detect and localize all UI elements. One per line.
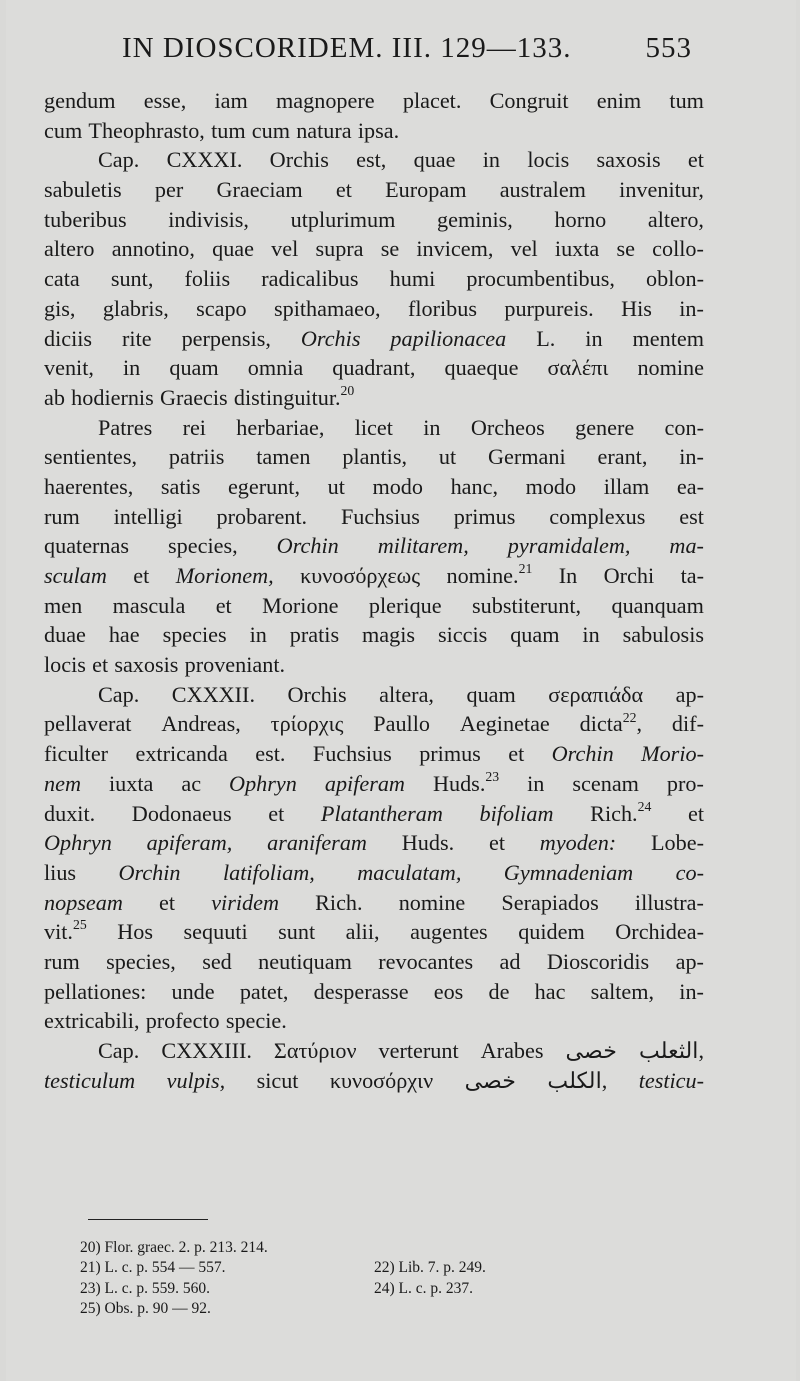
footnote-row (80, 1299, 600, 1319)
word: radicalibus (261, 266, 359, 292)
word: CXXXII. (171, 681, 255, 707)
word: ap- (675, 948, 704, 974)
word: papilionacea (390, 325, 507, 351)
text-line (44, 472, 704, 502)
word: Ophryn (229, 770, 297, 796)
text-line (44, 353, 704, 383)
text-line (44, 442, 704, 472)
word: ta- (680, 563, 704, 588)
text-line (44, 799, 704, 829)
word: hanc, (450, 473, 498, 499)
word: in (527, 770, 545, 796)
word: σαλέπι (547, 355, 609, 381)
word: الثعلب, (638, 1038, 704, 1063)
word: alii, (345, 919, 380, 945)
word: invenitur, (619, 177, 704, 203)
word: cum (251, 117, 290, 143)
footnote: 23) L. c. p. 559. 560. (80, 1279, 211, 1297)
word: sculam (44, 563, 107, 588)
word: venit, (44, 355, 94, 381)
word: modo (525, 473, 577, 499)
word: Orchi (603, 563, 655, 588)
word: τρίορχις (270, 711, 344, 737)
word: Patres (98, 414, 153, 440)
word: est. (255, 741, 286, 767)
word: sunt (278, 919, 316, 945)
text-line (44, 502, 704, 532)
word: et (488, 830, 505, 856)
word: et (159, 889, 176, 915)
word: de (488, 978, 510, 1004)
word: cata (44, 266, 80, 292)
word: maculatam, (357, 859, 462, 885)
word: ad (499, 948, 521, 974)
word: augentes (410, 919, 488, 945)
word: collo- (652, 236, 704, 262)
word: tuberibus (44, 206, 127, 232)
word: ipsa. (357, 117, 400, 143)
word: viridem (211, 889, 279, 915)
word: est, (356, 147, 387, 173)
text-line (44, 86, 704, 116)
word: men (44, 592, 83, 618)
word: revocantes (378, 948, 474, 974)
word: tum (669, 88, 704, 113)
word: Orchis (287, 681, 347, 707)
word: ut (327, 473, 345, 499)
word: scenam (572, 770, 639, 796)
word: κυνοσόρχεως (300, 563, 421, 588)
footnote: 25) Obs. p. 90 — 92. (80, 1299, 211, 1317)
word: illam (603, 473, 650, 499)
word: et (268, 800, 285, 826)
word: in (423, 414, 441, 440)
word: vel (271, 236, 299, 262)
word: rum (44, 503, 80, 529)
word: horno (554, 206, 607, 232)
word: se (616, 236, 635, 262)
word: Serapiados (501, 889, 599, 915)
word: et (215, 592, 232, 618)
word: Orchidea- (615, 919, 704, 945)
text-line (44, 858, 704, 888)
word: locis (527, 147, 570, 173)
word: gis, (44, 295, 76, 321)
word: desperasse (313, 978, 409, 1004)
word: pratis (289, 622, 340, 648)
word: خصى (464, 1067, 517, 1093)
word: saxosis (596, 147, 661, 173)
footnote-row (80, 1279, 600, 1299)
word: patriis (168, 444, 225, 470)
word: ea- (676, 473, 704, 499)
word: placet. (402, 88, 462, 113)
word: hae (108, 622, 140, 648)
word: illustra- (634, 889, 704, 915)
word: australem (499, 177, 586, 203)
word: Fuchsius (340, 503, 420, 529)
word: σεραπιάδα (548, 681, 644, 707)
book-page (6, 0, 796, 1381)
word: vel (510, 236, 538, 262)
running-title: IN DIOSCORIDEM. III. 129—133. (122, 32, 572, 64)
word: in- (679, 444, 704, 470)
word: duxit. (44, 800, 96, 826)
text-line (44, 1036, 704, 1066)
word: pellationes: (44, 978, 147, 1004)
word: quadrant, (332, 355, 416, 381)
word: sicut (256, 1067, 299, 1093)
word: saxosis (114, 652, 179, 678)
main-text (44, 86, 704, 1095)
word: rum (44, 948, 80, 974)
word: Hos (117, 919, 154, 945)
word: nomine (637, 355, 704, 381)
word: hodiernis (71, 384, 154, 410)
word: satis (160, 473, 201, 499)
word: pyramidalem, (507, 533, 631, 559)
word: scapo (196, 295, 247, 321)
word: Fuchsius (312, 741, 392, 767)
word: magis (362, 622, 416, 648)
word: apiferam (324, 770, 405, 796)
word: probarent. (216, 503, 308, 529)
word: quidem (518, 919, 585, 945)
word: Rich. (315, 889, 363, 915)
word: altero (44, 236, 95, 262)
word: omnia (247, 355, 304, 381)
word: Rich.$^{24}$ (590, 798, 652, 826)
word: foliis (184, 266, 231, 292)
word: iam (214, 88, 248, 113)
footnote-row (80, 1258, 600, 1278)
text-line (44, 769, 704, 799)
word: tum (211, 117, 246, 143)
word: Graecis (159, 384, 228, 410)
word: Morione (262, 592, 339, 618)
word: Orchis (269, 147, 329, 173)
word: dif- (671, 711, 704, 737)
word: rei (182, 414, 206, 440)
word: et (133, 563, 150, 588)
word: neutiquam (258, 948, 352, 974)
word: patet, (239, 978, 289, 1004)
word: indivisis, (168, 206, 249, 232)
word: Orchis (300, 325, 361, 351)
word: geminis, (437, 206, 513, 232)
word: Orchin (551, 741, 614, 767)
word: ma- (669, 533, 704, 559)
word: Ophryn (44, 830, 112, 856)
word: in (482, 147, 501, 173)
word: magnopere (276, 88, 375, 113)
word: in- (679, 978, 704, 1004)
word: complexus (549, 503, 646, 529)
word: Arabes (480, 1038, 544, 1063)
word: quam (510, 622, 560, 648)
text-line (44, 561, 704, 591)
word: in (582, 622, 600, 648)
word: Huds. (401, 830, 455, 856)
word: sequuti (183, 919, 248, 945)
word: mentem (632, 325, 704, 351)
word: Orchin (276, 533, 339, 559)
word: Theophrasto, (88, 117, 205, 143)
word: locis (44, 652, 86, 678)
word: herbariae, (236, 414, 325, 440)
word: quam (466, 681, 516, 707)
word: Cap. (98, 681, 140, 707)
word: duae (44, 622, 86, 648)
text-line (44, 234, 704, 264)
text-line (44, 531, 704, 561)
word: primus (453, 503, 516, 529)
text-line (44, 413, 704, 443)
footnotes (80, 1238, 600, 1319)
word: est (679, 503, 704, 529)
word: tamen (256, 444, 311, 470)
word: floribus (407, 295, 477, 321)
word: quaternas (44, 533, 130, 559)
footnote: 22) Lib. 7. p. 249. (374, 1259, 486, 1277)
word: et (687, 800, 704, 826)
word: species (162, 622, 227, 648)
word: خصى (565, 1038, 617, 1063)
word: Aeginetae (459, 711, 550, 737)
word: diciis (44, 325, 93, 351)
word: procumbentibus, (466, 266, 615, 292)
word: latifoliam, (222, 859, 315, 885)
word: perpensis, (181, 325, 271, 351)
word: الكلب, (547, 1067, 608, 1093)
word: lius (44, 859, 77, 885)
word: per (154, 177, 184, 203)
word: pro- (666, 770, 704, 796)
word: Platantheram (320, 800, 443, 826)
word: purpureis. (504, 295, 594, 321)
word: sabuletis (44, 177, 122, 203)
word: modo (372, 473, 423, 499)
text-line (44, 383, 704, 413)
word: CXXXI. (166, 147, 243, 173)
word: species, (168, 533, 238, 559)
word: hac (534, 978, 566, 1004)
word: iuxta (554, 236, 600, 262)
word: extricabili, (44, 1008, 140, 1034)
word: plantis, (342, 444, 408, 470)
word: unde (171, 978, 215, 1004)
word: erant, (597, 444, 648, 470)
word: in- (679, 295, 704, 321)
word: plerique (368, 592, 442, 618)
word: verterunt (378, 1038, 459, 1063)
word: specie. (225, 1008, 287, 1034)
text-line (44, 294, 704, 324)
word: quaeque (444, 355, 519, 381)
word: species, (106, 948, 176, 974)
word: Σατύριον (273, 1038, 357, 1063)
word: Lobe- (651, 830, 704, 856)
word: vulpis, (166, 1067, 226, 1093)
word: cum (44, 117, 83, 143)
word: apiferam, (146, 830, 233, 856)
word: Germani (488, 444, 566, 470)
word: utplurimum (290, 206, 396, 232)
word: quanquam (611, 592, 704, 618)
word: invicem, (416, 236, 494, 262)
footnote: 24) L. c. p. 237. (374, 1279, 474, 1297)
text-line (44, 680, 704, 710)
word: myoden: (539, 830, 617, 856)
word: ut (438, 444, 457, 470)
word: nomine (398, 889, 466, 915)
word: in (249, 622, 267, 648)
word: primus (419, 741, 481, 767)
page-number: 553 (645, 32, 692, 64)
word: Paullo (373, 711, 430, 737)
word: et (687, 147, 704, 173)
word: distinguitur.$^{20}$ (233, 383, 355, 410)
word: dicta$^{22}$, (579, 709, 643, 737)
text-line (44, 947, 704, 977)
word: Orchin (118, 859, 181, 885)
word: et (335, 177, 352, 203)
word: nopseam (44, 889, 123, 915)
footnote: 20) Flor. graec. 2. p. 213. 214. (80, 1239, 268, 1256)
word: altera, (379, 681, 434, 707)
word: humi (389, 266, 436, 292)
word: extricanda (135, 741, 228, 767)
text-line (44, 709, 704, 739)
word: quae (413, 147, 456, 173)
word: rite (122, 325, 152, 351)
word: spithamaeo, (274, 295, 381, 321)
text-line (44, 828, 704, 858)
word: sabulosis (622, 622, 704, 648)
word: proveniant. (184, 652, 286, 678)
word: Huds.$^{23}$ (432, 769, 500, 796)
text-line (44, 591, 704, 621)
word: oblon- (646, 266, 704, 292)
word: supra (315, 236, 364, 262)
word: genere (575, 414, 635, 440)
word: egerunt, (227, 473, 301, 499)
text-line (44, 1066, 704, 1096)
footnote: 21) L. c. p. 554 — 557. (80, 1259, 226, 1277)
word: iuxta (108, 770, 154, 796)
word: Andreas, (161, 711, 241, 737)
text-line (44, 116, 704, 146)
word: natura (296, 117, 352, 143)
word: testicu- (638, 1067, 704, 1093)
word: Gymnadeniam (503, 859, 634, 885)
footnote-row (80, 1238, 600, 1258)
word: enim (596, 88, 642, 113)
word: con- (664, 414, 704, 440)
text-line (44, 917, 704, 947)
word: annotino, (111, 236, 195, 262)
word: Graeciam (216, 177, 303, 203)
word: His (621, 295, 652, 321)
word: Morionem, (175, 563, 274, 588)
word: haerentes, (44, 473, 134, 499)
word: glabris, (102, 295, 169, 321)
word: pellaverat (44, 711, 132, 737)
word: in (585, 325, 603, 351)
word: Morio- (641, 741, 704, 767)
text-line (44, 145, 704, 175)
word: substiterunt, (472, 592, 582, 618)
word: se (380, 236, 400, 262)
word: ac (181, 770, 202, 796)
word: quam (169, 355, 219, 381)
word: saltem, (590, 978, 655, 1004)
word: in (123, 355, 141, 381)
word: Dodonaeus (131, 800, 232, 826)
word: CXXXIII. (161, 1038, 252, 1063)
word: gendum (44, 88, 116, 113)
text-line (44, 650, 704, 680)
text-line (44, 205, 704, 235)
text-line (44, 264, 704, 294)
word: vit.$^{25}$ (44, 917, 87, 945)
word: bifoliam (479, 800, 554, 826)
text-line (44, 1006, 704, 1036)
text-line (44, 175, 704, 205)
word: eos (433, 978, 464, 1004)
word: ap- (675, 681, 704, 707)
word: Dioscoridis (546, 948, 650, 974)
word: siccis (437, 622, 488, 648)
word: et (92, 652, 109, 678)
word: ficulter (44, 741, 109, 767)
word: L. (536, 325, 556, 351)
text-line (44, 888, 704, 918)
text-line (44, 620, 704, 650)
word: licet (354, 414, 393, 440)
word: mascula (112, 592, 186, 618)
text-line (44, 739, 704, 769)
word: co- (675, 859, 704, 885)
text-line (44, 977, 704, 1007)
word: Orcheos (470, 414, 545, 440)
word: nem (44, 770, 81, 796)
word: profecto (145, 1008, 220, 1034)
text-line (44, 324, 704, 354)
word: Congruit (489, 88, 569, 113)
word: sentientes, (44, 444, 138, 470)
word: araniferam (267, 830, 367, 856)
word: sed (202, 948, 232, 974)
word: et (508, 741, 525, 767)
word: Europam (385, 177, 467, 203)
word: sunt, (110, 266, 154, 292)
word: altero, (647, 206, 704, 232)
footnote-rule (88, 1219, 208, 1220)
word: Cap. (98, 1038, 140, 1063)
word: quae (212, 236, 254, 262)
word: ab (44, 384, 65, 410)
word: intelligi (113, 503, 183, 529)
word: militarem, (377, 533, 469, 559)
word: In (558, 563, 578, 588)
word: nomine.$^{21}$ (446, 561, 533, 588)
word: Cap. (98, 147, 140, 173)
word: esse, (143, 88, 187, 113)
word: testiculum (44, 1067, 136, 1093)
word: κυνοσόρχιν (329, 1067, 434, 1093)
